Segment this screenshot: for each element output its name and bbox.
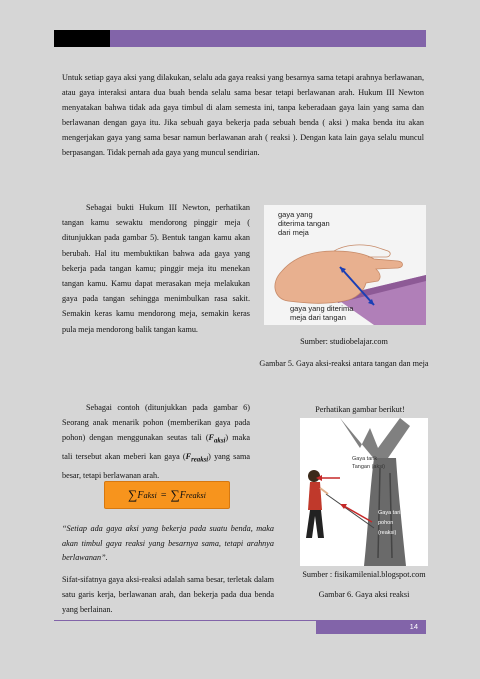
fig5-label-top-3: dari meja <box>278 228 309 237</box>
intro-paragraph <box>62 70 424 160</box>
law-quote: “Setiap ada gaya aksi yang bekerja pada suatu benda, maka akan timbul gaya reaksi yang besarnya sama, tetapi arahnya berlawanan”. <box>62 524 274 562</box>
example2-part2: ) maka tali tersebut akan meberi kan gaya ( <box>62 433 250 462</box>
child-tree-illustration <box>300 418 428 566</box>
formula-f-right: F <box>179 489 186 501</box>
header-bar-purple <box>110 30 426 47</box>
figure6-intro: Perhatikan gambar berikut! <box>315 405 405 414</box>
fig5-label-top-1: gaya yang <box>278 210 313 219</box>
figure6-source: Sumber : fisikamilenial.blogspot.com <box>302 570 426 579</box>
child-head <box>308 470 320 482</box>
formula-sub-aksi: aksi <box>143 490 157 500</box>
intro-text: Untuk setiap gaya aksi yang dilakukan, selalu ada gaya reaksi yang besarnya sama tetapi arahnya berlawanan, atau gaya interaksi antara dua buah benda selalu sama besar tetapi berlawanan arah. Hukum III Newton menyatakan bahwa tidak ada gaya timbul di alam semesta ini, tanpa keberadaan gaya lain yang sama dan berlawanan dengan gaya itu. Jika sebuah gaya bekerja pada sebuah benda ( aksi ) maka benda itu akan mengerjakan gaya yang sama besar namun berlawanan arah ( reaksi ). Dengan kata lain gaya selalu muncul berpasangan. Tidak pernah ada gaya yang muncul sendirian. <box>62 73 424 157</box>
hand-table-illustration <box>264 205 426 325</box>
child-arm <box>320 488 328 494</box>
fig6-label-reaksi-1: Gaya tarik <box>378 510 404 516</box>
figure6-caption: Gambar 6. Gaya aksi reaksi <box>318 590 410 599</box>
example2-part1: Sebagai contoh (ditunjukkan pada gambar 6) Seorang anak menarik pohon (memberikan gaya pada pohon) dengan menggunakan seutas tali ( <box>62 403 250 443</box>
figure5-image <box>264 205 426 325</box>
fig6-label-reaksi-3: (reaksi) <box>378 530 397 536</box>
example2-text <box>62 400 250 483</box>
formula-equals: = <box>160 489 167 501</box>
f-reaksi-symbol: $F_{reaksi}$ <box>185 452 209 464</box>
arrow-reaksi-line <box>344 506 372 522</box>
example2-part3: ) yang sama besar, tetapi berlawanan arah. <box>62 452 250 481</box>
figure5-source: Sumber: studiobelajar.com <box>300 337 388 346</box>
example2-paragraph <box>62 400 250 483</box>
figure5-caption: Gambar 5. Gaya aksi-reaksi antara tangan dan meja <box>259 359 429 368</box>
fig5-label-bottom-2: meja dari tangan <box>290 313 346 322</box>
fig5-label-bottom-1: gaya yang diterima <box>290 304 354 313</box>
child-pants <box>306 510 324 538</box>
figure6-image <box>300 418 428 566</box>
fig6-label-reaksi-2: pohon <box>378 520 394 526</box>
formula-box <box>104 481 230 509</box>
fig5-label-top-2: diterima tangan <box>278 219 330 228</box>
f-aksi-symbol: $F_{aksi}$ <box>208 433 226 446</box>
properties-paragraph: Sifat-sifatnya gaya aksi-reaksi adalah sama besar, terletak dalam satu garis kerja, berlawanan arah, dan bekerja pada dua benda yang berlainan. <box>62 575 274 614</box>
sum-symbol-left: ∑ <box>128 487 138 502</box>
header-bar-black <box>54 30 110 47</box>
fig6-label-aksi-2: Tangan (aksi) <box>352 464 386 470</box>
formula-sub-reaksi: reaksi <box>185 490 206 500</box>
example1-paragraph <box>62 200 250 337</box>
example1-text: Sebagai bukti Hukum III Newton, perhatikan tangan kamu sewaktu mendorong pinggir meja ( ditunjukkan pada gambar 5). Bentuk tangan kamu akan berubah. Hal itu membuktikan bahwa ada gaya yang bekerja pada tangan kamu; pinggir meja itu menekan tangan kamu. Kamu dapat merasakan meja melakukan gaya pada tangan sehingga menimbulkan rasa sakit. Semakin keras kamu mendorong meja, semakin keras pula meja mendorong balik tangan kamu. <box>62 203 250 334</box>
rope <box>326 494 374 528</box>
sum-symbol-right: ∑ <box>170 487 180 502</box>
fig6-label-aksi-1: Gaya tarik <box>352 456 378 462</box>
page-number: 14 <box>316 620 426 634</box>
child-shirt <box>308 482 322 510</box>
formula-f-left: F <box>137 489 144 501</box>
